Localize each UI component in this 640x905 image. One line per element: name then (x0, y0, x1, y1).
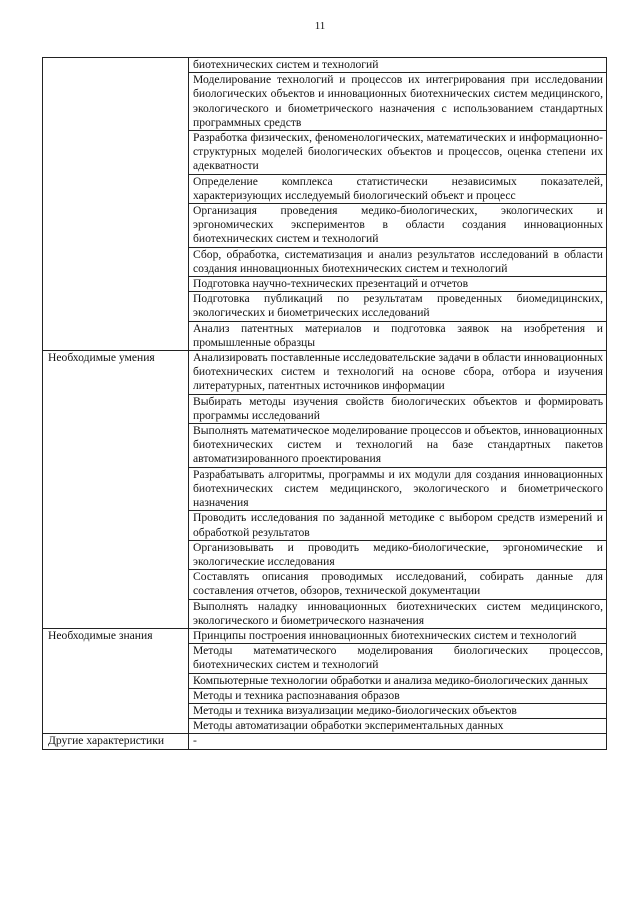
requirement-text: Моделирование технологий и процессов их интегрирования при исследовании биологических объектов и инновационных биотехнических систем медицинского, экологического и биометрического назначения с использованием стандартных программных средств (189, 73, 607, 131)
section-label: Необходимые знания (43, 628, 189, 733)
requirement-text: Определение комплекса статистически независимых показателей, характеризующих исследуемый биологический объект и процесс (189, 174, 607, 203)
requirement-text: Анализировать поставленные исследовательские задачи в области инновационных биотехнических систем и технологий на основе сбора, отбора и изучения литературных, патентных источников информации (189, 351, 607, 395)
requirement-text: Выполнять математическое моделирование процессов и объектов, инновационных биотехнических систем и технологий на базе стандартных пакетов автоматизированного проектирования (189, 424, 607, 468)
requirement-text: Подготовка научно-технических презентаций и отчетов (189, 277, 607, 292)
requirement-text: Анализ патентных материалов и подготовка заявок на изобретения и промышленные образцы (189, 321, 607, 350)
requirement-text: Методы математического моделирования биологических процессов, биотехнических систем и технологий (189, 644, 607, 673)
table-row (43, 58, 607, 73)
requirement-text: Организация проведения медико-биологических, экологических и эргономических экспериментов в области создания инновационных биотехнических систем и технологий (189, 204, 607, 248)
table-row (43, 628, 607, 643)
requirement-text: Разрабатывать алгоритмы, программы и их модули для создания инновационных биотехнических систем медицинского, экологического и биометрического назначения (189, 467, 607, 511)
requirement-text: биотехнических систем и технологий (189, 58, 607, 73)
section-label: Необходимые умения (43, 351, 189, 629)
requirement-text: Принципы построения инновационных биотехнических систем и технологий (189, 628, 607, 643)
requirement-text: Методы и техника распознавания образов (189, 688, 607, 703)
requirement-text: Сбор, обработка, систематизация и анализ результатов исследований в области создания инновационных биотехнических систем и технологий (189, 247, 607, 276)
requirement-text: Методы автоматизации обработки экспериментальных данных (189, 719, 607, 734)
requirement-text: Подготовка публикаций по результатам проведенных биомедицинских, экологических и биометрических исследований (189, 292, 607, 321)
requirement-text: Составлять описания проводимых исследований, собирать данные для составления отчетов, обзоров, технической документации (189, 570, 607, 599)
requirement-text: Организовывать и проводить медико-биологические, эргономические и экологические исследования (189, 540, 607, 569)
table-row (43, 734, 607, 749)
section-label: Другие характеристики (43, 734, 189, 749)
requirement-text: - (189, 734, 607, 749)
table-row (43, 351, 607, 395)
requirement-text: Методы и техника визуализации медико-биологических объектов (189, 703, 607, 718)
characteristics-table (42, 57, 607, 750)
table-body (43, 58, 607, 750)
requirement-text: Разработка физических, феноменологических, математических и информационно-структурных моделей биологических объектов и процессов, оценка степени их адекватности (189, 131, 607, 175)
section-label (43, 58, 189, 351)
page-number: 11 (314, 20, 326, 32)
requirement-text: Компьютерные технологии обработки и анализа медико-биологических данных (189, 673, 607, 688)
requirement-text: Выбирать методы изучения свойств биологических объектов и формировать программы исследований (189, 394, 607, 423)
requirement-text: Проводить исследования по заданной методике с выбором средств измерений и обработкой результатов (189, 511, 607, 540)
requirement-text: Выполнять наладку инновационных биотехнических систем медицинского, экологического и биометрического назначения (189, 599, 607, 628)
